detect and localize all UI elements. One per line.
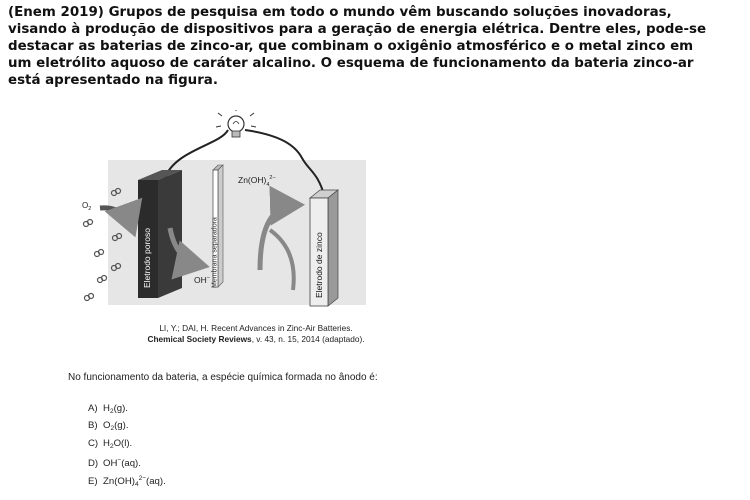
caption-details: , v. 43, n. 15, 2014 (adaptado). [251,334,365,344]
separator-membrane [212,165,224,288]
battery-diagram [80,110,410,310]
question-statement [8,4,708,89]
zincate-label: $Zn(OH)_4^{2-}$ [238,175,276,188]
zinc-air-battery-figure [80,110,410,310]
caption-source [116,334,396,345]
option-e[interactable]: E) $Zn(OH)_4^{2-}(aq)$. [88,474,166,488]
figure-caption [116,323,396,345]
exam-source: (Enem 2019) [8,5,104,20]
option-a[interactable]: A) $H_2(g)$. [88,403,128,415]
zinc-electrode [310,190,338,306]
porous-electrode [138,170,182,298]
option-c[interactable]: C) $H_2O(l)$. [88,437,133,450]
caption-journal: Chemical Society Reviews [147,334,252,344]
statement-text: Grupos de pesquisa em todo o mundo vêm buscando soluções inovadoras, visando à produção de dispositivos para a geração de energia elétrica. Dentre eles, pode-se destacar as baterias de zinco-ar, que combinam o oxigênio atmosférico e o metal zinco em um eletrólito aquoso de caráter alcalino. O esquema de funcionamento da bateria zinco-ar está apresentado na figura. [8,5,707,88]
option-d[interactable]: D) OH−(aq). [88,457,141,470]
answer-options [88,400,166,487]
light-bulb-icon [216,110,256,137]
porous-electrode-label: Eletrodo poroso [142,227,152,288]
zinc-electrode-label: Eletrodo de zinco [314,232,324,298]
hydroxide-label: OH− [194,275,210,285]
question-prompt: No funcionamento da bateria, a espécie química formada no ânodo é: [68,372,378,383]
option-b[interactable]: B) $O_2(g)$. [88,420,129,433]
oxygen-label: $O_2$ [82,201,92,212]
caption-authors: LI, Y.; DAI, H. Recent Advances in Zinc-Air Batteries. [159,323,353,333]
membrane-label: Membrana separadora [211,217,219,288]
